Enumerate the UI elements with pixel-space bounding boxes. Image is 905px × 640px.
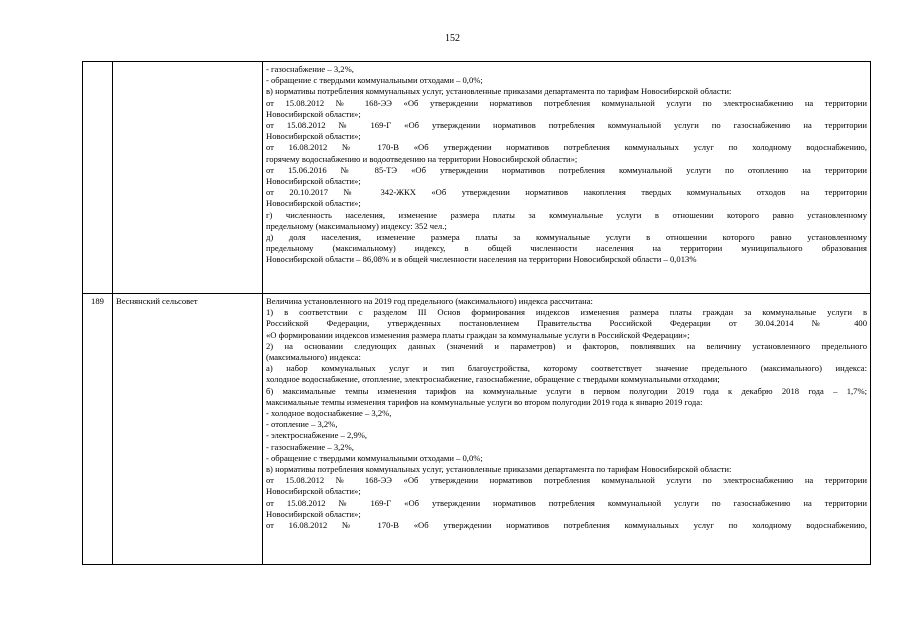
text-line: от 15.08.2012 № 169-Г «Об утверждении нормативов потребления коммунальной услуги по газоснабжению на территории: [266, 120, 867, 131]
table-row: [83, 294, 871, 565]
text-line: Новосибирской области»;: [266, 508, 361, 519]
municipality-name-cell: Веснянский сельсовет: [113, 294, 263, 565]
table-row: [83, 62, 871, 294]
text-line: - обращение с твердыми коммунальными отходами – 0,0%;: [266, 75, 483, 86]
text-line: Новосибирской области»;: [266, 131, 361, 142]
text-line: - холодное водоснабжение – 3,2%,: [266, 408, 392, 419]
text-line: (максимального) индекса:: [266, 352, 361, 363]
text-line: г) численность населения, изменение размера платы за коммунальные услуги в отношении которого равно установленному: [266, 209, 867, 220]
text-line: - обращение с твердыми коммунальными отходами – 0,0%;: [266, 452, 483, 463]
text-line: Российской Федерации, утвержденных постановлением Правительства Российской Федерации от 30.04.2014 № 400: [266, 318, 867, 329]
municipality-name-cell: [113, 62, 263, 294]
page-number: 152: [445, 33, 460, 44]
text-line: холодное водоснабжение, отопление, электроснабжение, газоснабжение, обращение с твердыми коммунальными отходами;: [266, 374, 720, 385]
text-line: Новосибирской области»;: [266, 198, 361, 209]
text-line: от 16.08.2012 № 170-В «Об утверждении нормативов потребления коммунальных услуг по холодному водоснабжению,: [266, 520, 867, 531]
text-line: 1) в соответствии с разделом III Основ формирования индексов изменения размера платы граждан за коммунальные услуги в: [266, 307, 867, 318]
text-line: «О формировании индексов изменения размера платы граждан за коммунальные услуги в Российской Федерации»;: [266, 329, 690, 340]
text-line: - газоснабжение – 3,2%,: [266, 441, 354, 452]
row-number-cell: 189: [83, 294, 113, 565]
index-table: [82, 61, 871, 565]
text-line: в) нормативы потребления коммунальных услуг, установленные приказами департамента по тарифам Новосибирской области:: [266, 86, 732, 97]
text-line: 2) на основании следующих данных (значений и параметров) и факторов, повлиявших на величину установленного предельного: [266, 340, 867, 351]
text-line: д) доля населения, изменение размера платы за коммунальные услуги в отношении которого равно установленному: [266, 232, 867, 243]
text-line: предельному (максимальному) индексу: 352 чел.;: [266, 220, 447, 231]
text-line: от 20.10.2017 № 342-ЖКХ «Об утверждении нормативов накопления твердых коммунальных отходов на территории: [266, 187, 867, 198]
text-line: максимальные темпы изменения тарифов на коммунальные услуги во втором полугодии 2019 года к январю 2019 года:: [266, 396, 703, 407]
text-line: б) максимальные темпы изменения тарифов на коммунальные услуги в первом полугодии 2019 года к декабрю 2018 года – 1,7%;: [266, 385, 867, 396]
text-line: Новосибирской области»;: [266, 486, 361, 497]
text-line: - газоснабжение – 3,2%,: [266, 64, 354, 74]
text-line: горячему водоснабжению и водоотведению на территории Новосибирской области»;: [266, 153, 578, 164]
text-line: Новосибирской области»;: [266, 108, 361, 119]
row-number-cell: [83, 62, 113, 294]
text-line: - электроснабжение – 2,9%,: [266, 430, 368, 441]
text-line: а) набор коммунальных услуг и тип благоустройства, которому соответствует значение предельного (максимального) индекса:: [266, 363, 867, 374]
description-cell: [263, 294, 871, 565]
text-line: Величина установленного на 2019 год предельного (максимального) индекса рассчитана:: [266, 296, 593, 306]
text-line: Новосибирской области – 86,08% и в общей численности населения на территории Новосибирской области – 0,013%: [266, 254, 697, 265]
text-line: от 15.08.2012 № 168-ЭЭ «Об утверждении нормативов потребления коммунальной услуги по электроснабжению на территории: [266, 97, 867, 108]
text-line: - отопление – 3,2%,: [266, 419, 338, 430]
text-line: в) нормативы потребления коммунальных услуг, установленные приказами департамента по тарифам Новосибирской области:: [266, 464, 732, 475]
text-line: предельному (максимальному) индексу, в общей численности населения на территории муниципального образования: [266, 243, 867, 254]
text-line: Новосибирской области»;: [266, 176, 361, 187]
description-cell: [263, 62, 871, 294]
text-line: от 15.08.2012 № 169-Г «Об утверждении нормативов потребления коммунальной услуги по газоснабжению на территории: [266, 497, 867, 508]
text-line: от 16.08.2012 № 170-В «Об утверждении нормативов потребления коммунальных услуг по холодному водоснабжению,: [266, 142, 867, 153]
text-line: от 15.08.2012 № 168-ЭЭ «Об утверждении нормативов потребления коммунальной услуги по электроснабжению на территории: [266, 475, 867, 486]
text-line: от 15.06.2016 № 85-ТЭ «Об утверждении нормативов потребления коммунальной услуги по отоплению на территории: [266, 164, 867, 175]
